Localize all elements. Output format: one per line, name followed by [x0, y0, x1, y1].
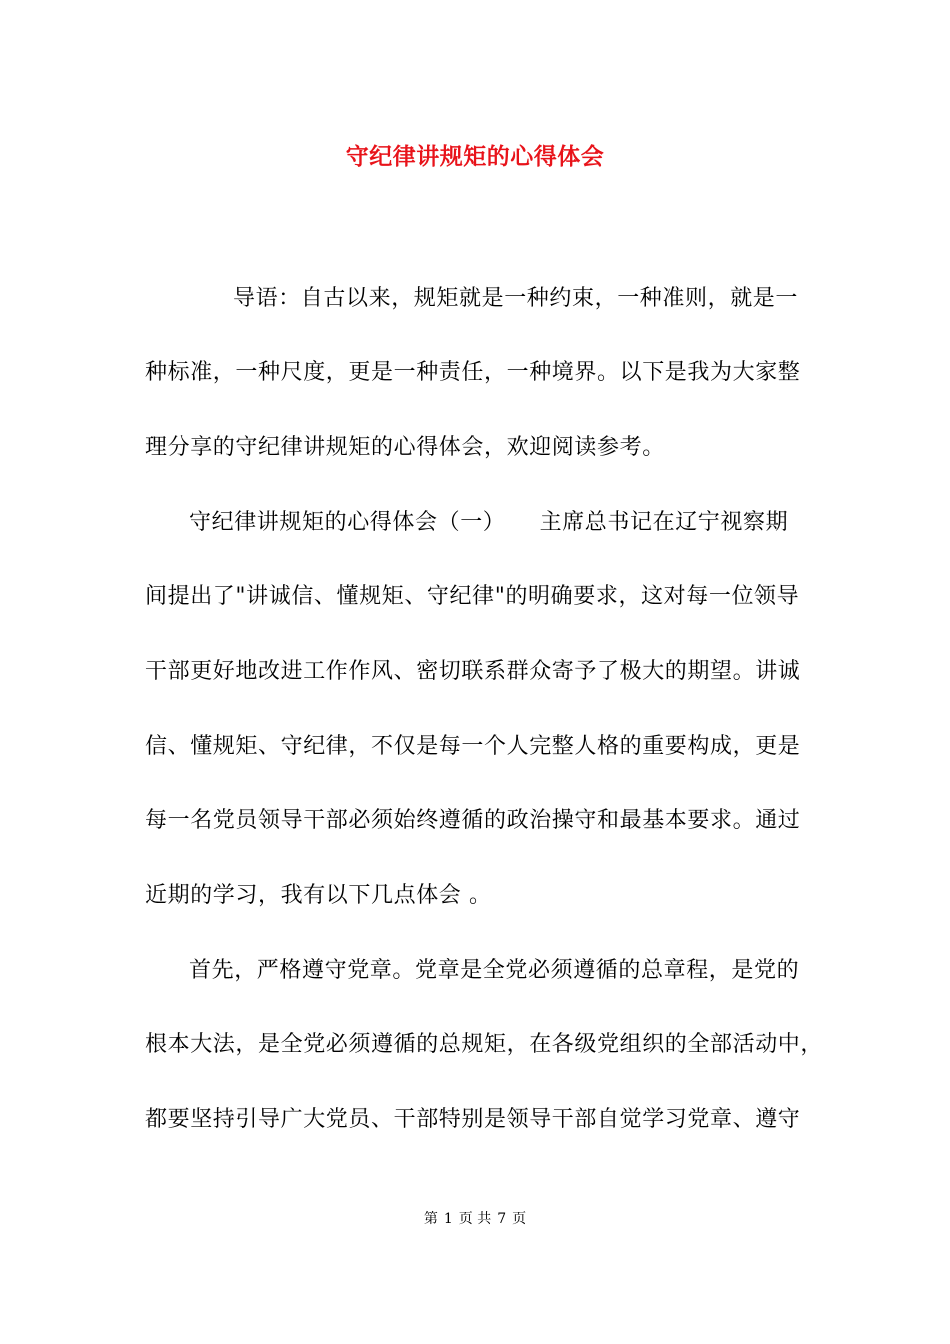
- footer-suffix: 页: [512, 1211, 527, 1227]
- footer-page-number: 1: [443, 1211, 453, 1227]
- paragraph-line: 守纪律讲规矩的心得体会（一） 主席总书记在辽宁视察期: [189, 510, 789, 535]
- paragraph-line: 种标准，一种尺度，更是一种责任，一种境界。以下是我为大家整: [145, 360, 801, 385]
- paragraph-line: 近期的学习，我有以下几点体会 。: [145, 883, 492, 908]
- paragraph-line: 间提出了"讲诚信、懂规矩、守纪律"的明确要求，这对每一位领导: [145, 584, 800, 609]
- document-title: 守纪律讲规矩的心得体会: [345, 143, 605, 170]
- paragraph-line: 信、懂规矩、守纪律，不仅是每一个人完整人格的重要构成，更是: [145, 734, 801, 759]
- paragraph-line: 干部更好地改进工作作风、密切联系群众寄予了极大的期望。讲诚: [145, 659, 801, 684]
- footer-middle: 页 共: [458, 1211, 492, 1227]
- paragraph-line: 理分享的守纪律讲规矩的心得体会，欢迎阅读参考。: [145, 435, 665, 460]
- paragraph-line: 导语：自古以来，规矩就是一种约束，一种准则，就是一: [233, 286, 799, 311]
- footer-total-pages: 7: [497, 1211, 507, 1227]
- page-footer: [0, 1208, 950, 1228]
- paragraph-line: 首先，严格遵守党章。党章是全党必须遵循的总章程，是党的: [189, 958, 800, 983]
- paragraph-line: 都要坚持引导广大党员、干部特别是领导干部自觉学习党章、遵守: [145, 1107, 801, 1132]
- paragraph-line: 根本大法，是全党必须遵循的总规矩，在各级党组织的全部活动中，: [145, 1032, 824, 1057]
- paragraph-line: 每一名党员领导干部必须始终遵循的政治操守和最基本要求。通过: [145, 808, 801, 833]
- footer-prefix: 第: [423, 1211, 438, 1227]
